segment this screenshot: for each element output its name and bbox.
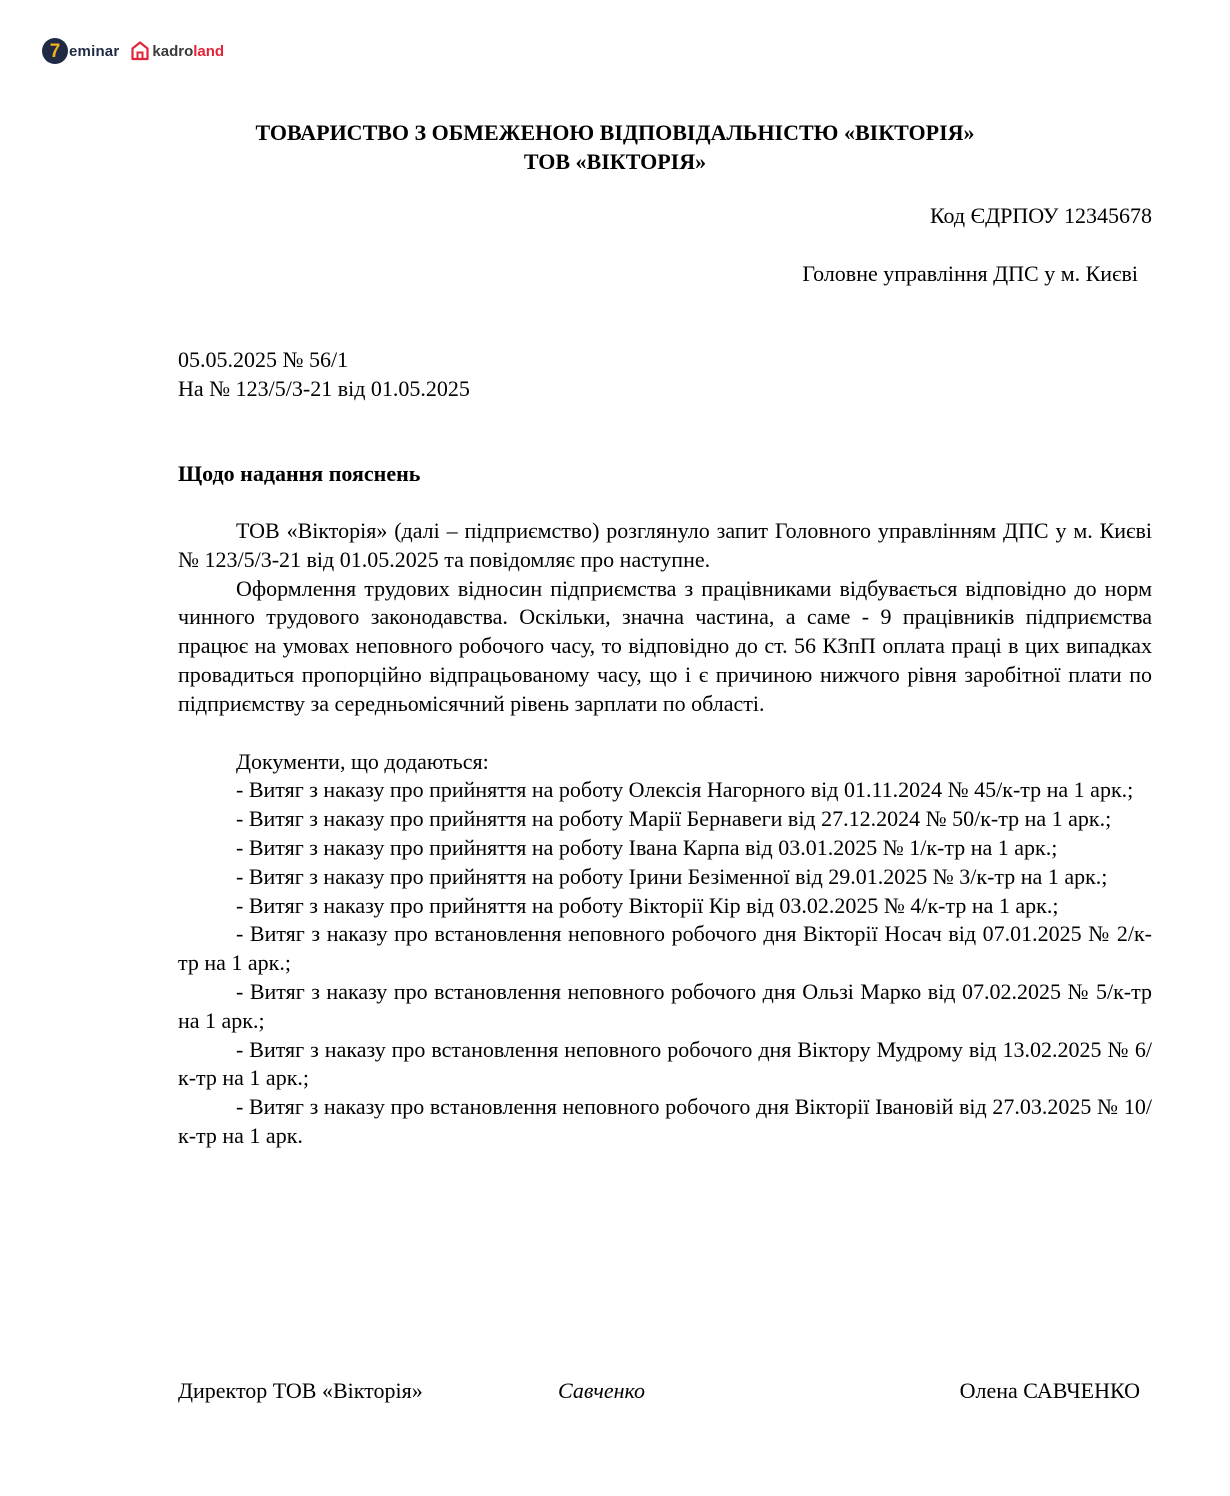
attachment-item: - Витяг з наказу про прийняття на роботу Олексія Нагорного від 01.11.2024 № 45/к-тр на 1 арк.;	[236, 777, 1134, 803]
signatory-name: Олена САВЧЕНКО	[959, 1378, 1140, 1403]
attachment-item: - Витяг з наказу про встановлення неповного робочого дня Вікторії Івановій від 27.03.2025 № 10/к-тр на 1 арк.	[178, 1094, 1152, 1148]
letter-body	[178, 517, 1152, 1151]
signatory-position: Директор ТОВ «Вікторія»	[178, 1378, 423, 1403]
kadroland-logo-text	[152, 43, 224, 60]
attachment-item: - Витяг з наказу про встановлення неповного робочого дня Віктору Мудрому від 13.02.2025 № 6/к-тр на 1 арк.;	[178, 1036, 1152, 1091]
seminar-logo	[42, 38, 119, 64]
edrpou-code: Код ЄДРПОУ 12345678	[929, 203, 1152, 228]
attachment-item: - Витяг з наказу про встановлення неповного робочого дня Ользі Марко від 07.02.2025 № 5/к-тр на 1 арк.;	[178, 978, 1152, 1033]
seminar-logo-text: eminar	[69, 42, 120, 60]
attachments-heading: Документи, що додаються:	[236, 748, 489, 774]
attachment-item: - Витяг з наказу про прийняття на роботу Ірини Безіменної від 29.01.2025 № 3/к-тр на 1 арк.;	[236, 863, 1108, 889]
kadroland-logo-text-part2: land	[193, 42, 225, 60]
kadroland-logo-text-part1: kadro	[152, 42, 194, 60]
letter-subject: Щодо надання пояснень	[178, 461, 421, 486]
body-paragraph: Оформлення трудових відносин підприємства з працівниками відбувається відповідно до норм чинного трудового законодавства. Оскільки, значна частина, а саме - 9 працівників підприємства працює на умовах неповного робочого часу, то відповідно до ст. 56 КЗпП оплата праці в цих випадках провадиться пропорційно відпрацьованому часу, що і є причиною нижчого рівня заробітної плати по підприємству за середньомісячний рівень зарплати по області.	[178, 575, 1152, 716]
house-icon	[131, 41, 149, 61]
organization-title	[0, 118, 1230, 176]
attachment-item: - Витяг з наказу про прийняття на роботу Марії Бернавеги від 27.12.2024 № 50/к-тр на 1 арк.;	[236, 806, 1112, 832]
kadroland-logo	[131, 41, 224, 61]
recipient: Головне управління ДПС у м. Києві	[802, 261, 1138, 286]
attachment-item: - Витяг з наказу про встановлення неповного робочого дня Вікторії Носач від 07.01.2025 № 2/к-тр на 1 арк.;	[178, 921, 1152, 976]
org-full-name: ТОВАРИСТВО З ОБМЕЖЕНОЮ ВІДПОВІДАЛЬНІСТЮ «ВІКТОРІЯ»	[255, 120, 975, 145]
handwritten-signature: Савченко	[558, 1378, 646, 1403]
reply-to-reference: На № 123/5/3-21 від 01.05.2025	[178, 376, 470, 401]
signature-block	[178, 1378, 1140, 1408]
seminar-logo-mark: 7	[42, 38, 68, 64]
org-short-name: ТОВ «ВІКТОРІЯ»	[523, 149, 707, 174]
attachment-item: - Витяг з наказу про прийняття на роботу Івана Карпа від 03.01.2025 № 1/к-тр на 1 арк.;	[236, 834, 1058, 860]
outgoing-reference	[178, 345, 470, 403]
body-paragraph: ТОВ «Вікторія» (далі – підприємство) розглянуло запит Головного управлінням ДПС у м. Києві № 123/5/3-21 від 01.05.2025 та повідомляє про наступне.	[178, 518, 1152, 572]
outgoing-number: 05.05.2025 № 56/1	[178, 347, 349, 372]
logos	[42, 38, 224, 64]
attachment-item: - Витяг з наказу про прийняття на роботу Вікторії Кір від 03.02.2025 № 4/к-тр на 1 арк.;	[236, 892, 1059, 918]
